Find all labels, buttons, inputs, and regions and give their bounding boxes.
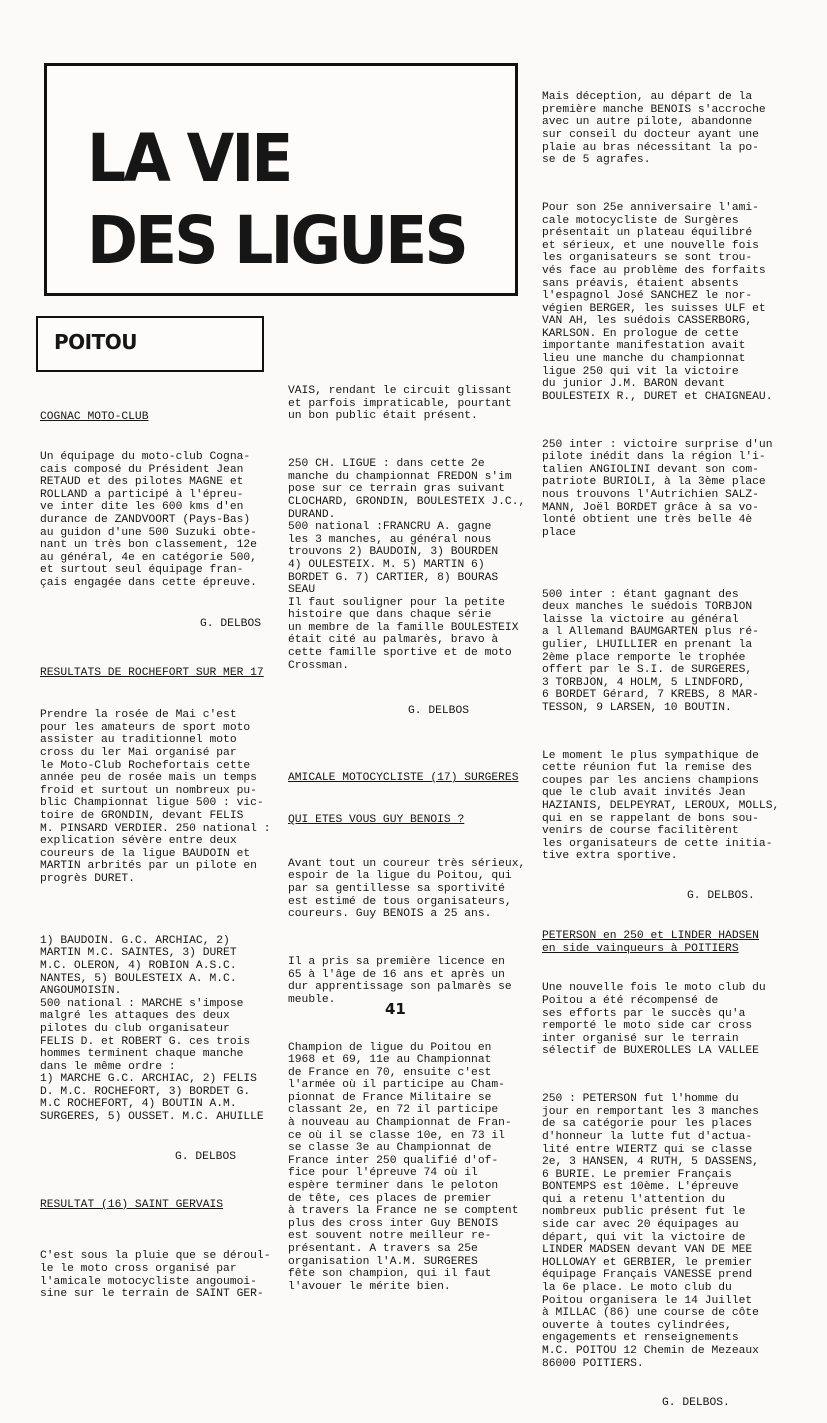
article-heading: PETERSON en 250 et LINDER HADSEN en side vainqueurs à POITIERS	[542, 930, 759, 955]
article-paragraph: Mais déception, au départ de la première manche BENOIS s'accroche avec un autre pilote, abandonne sur conseil du docteur ayant une plaie au bras nécessitant la po- se de 5 agrafes.	[542, 91, 766, 167]
column-1	[40, 386, 271, 1313]
article-paragraph: Champion de ligue du Poitou en 1968 et 69, 11e au Championnat de France en 70, ensuite c'est l'armée où il participe au Cham- pionnat de France Militaire se classant 2e, en 72 il participe à nouveau au Championnat de Fran- ce où il se classe 10e, en 73 il se classe 3e au Championnat de France inter 250 qualifié d'of- fice pour l'épreuve 74 où il espère terminer dans le peloton de tête, ces places de premier à travers la France ne se comptent plus des cross inter Guy BENOIS est souvent notre meilleur re- présentant. A travers sa 25e organisation l'A.M. SURGERES fête son champion, qui il faut l'avouer le mérite bien.	[288, 1041, 519, 1293]
page-number: 41	[385, 1000, 406, 1018]
article-paragraph: Avant tout un coureur très sérieux, espoir de la ligue du Poitou, qui par sa gentillesse sa sportivité est estimé de tous organisateurs, coureurs. Guy BENOIS a 25 ans.	[288, 857, 526, 921]
section-title: POITOU	[54, 330, 137, 354]
article-paragraph: C'est sous la pluie que se déroul- le le moto cross organisé par l'amicale motocycliste angoumoi- sine sur le terrain de SAINT GER-	[40, 1250, 271, 1301]
column-2	[288, 360, 525, 1306]
article-paragraph: 500 inter : étant gagnant des deux manches le suédois TORBJON laisse la victoire au général a l Allemand BAUMGARTEN plus ré- gulier, LHUILLIER en prenant la 2ème place remporte le trophée offert par le S.I. de SURGERES, 3 TORBJON, 4 HOLM, 5 LINDFORD, 6 BORDET Gérard, 7 KREBS, 8 MAR- TESSON, 9 LARSEN, 10 BOUTIN.	[542, 588, 759, 714]
signature: G. DELBOS.	[687, 890, 755, 903]
article-paragraph: 1) BAUDOIN. G.C. ARCHIAC, 2) MARTIN M.C. SAINTES, 3) DURET M.C. OLERON, 4) ROBION A.S.C. NANTES, 5) BOULESTEIX A. M.C. ANGOUMOISIN. 500 national : MARCHE s'impose malgré les attaques des deux pilotes du club organisateur FELIS D. et ROBERT G. ces trois hommes terminent chaque manche dans le même ordre : 1) MARCHE G.C. ARCHIAC, 2) FELIS D. M.C. ROCHEFORT, 3) BORDET G. M.C ROCHEFORT, 4) BOUTIN A.M. SURGERES, 5) OUSSET. M.C. AHUILLE	[40, 934, 264, 1124]
article-subheading: QUI ETES VOUS GUY BENOIS ?	[288, 814, 465, 826]
article-paragraph: 250 inter : victoire surprise d'un pilote inédit dans la région l'i- talien ANGIOLINI devant son com- patriote BURIOLI, à la 3ème place nous trouvons l'Autrichien SALZ- MANN, Joël BORDET grâce à sa vo- lonté obtient une très belle 4è place	[542, 438, 773, 539]
article-paragraph: Une nouvelle fois le moto club du Poitou a été récompensé de ses efforts par le succès qu'a remporté le moto side car cross inter organisé sur le terrain sélectif de BUXEROLLES LA VALLEE	[542, 982, 766, 1058]
section-box	[36, 316, 264, 372]
article-heading: RESULTATS DE ROCHEFORT SUR MER 17	[40, 667, 264, 680]
signature: G. DELBOS	[175, 1150, 237, 1163]
signature: G. DELBOS	[408, 705, 470, 718]
article-paragraph: Il a pris sa première licence en 65 à l'âge de 16 ans et après un dur apprentissage son palmarès se meuble.	[288, 955, 512, 1006]
article-paragraph: 250 : PETERSON fut l'homme du jour en remportant les 3 manches de sa catégorie pour les places d'honneur la lutte fut d'actua- lité entre WIERTZ qui se classe 2e, 3 HANSEN, 4 RUTH, 5 DASSENS, 6 BURIE. Le premier Français BONTEMPS est 10ème. L'épreuve qui a retenu l'attention du nombreux public présent fut le side car avec 20 équipages au départ, qui vit la victoire de LINDER MADSEN devant VAN DE MEE HOLLOWAY et GERBIER, le premier équipage Français VANESSE prend la 6e place. Le moto club du Poitou organisera le 14 Juillet à MILLAC (86) une course de côte ouverte à toutes cylindrées, engagements et renseignements M.C. POITOU 12 Chemin de Mezeaux 86000 POITIERS.	[542, 1093, 759, 1370]
signature: G. DELBOS.	[662, 1397, 730, 1410]
article-paragraph: Un équipage du moto-club Cogna- cais composé du Président Jean RETAUD et des pilotes MAGNE et ROLLAND a participé à l'épreu- ve inter dite les 600 kms d'en durance de ZANDVOORT (Pays-Bas) au guidon d'une 500 Suzuki obte- nant un très bon classement, 12e au général, 4e en catégorie 500, et surtout seul équipage fran- çais engagée dans cette épreuve.	[40, 450, 257, 589]
article-heading: COGNAC MOTO-CLUB	[40, 411, 149, 424]
title-line-2: DES LIGUES	[87, 202, 466, 279]
article-heading: AMICALE MOTOCYCLISTE (17) SURGERES	[288, 772, 519, 785]
article-paragraph: Prendre la rosée de Mai c'est pour les amateurs de sport moto assister au traditionnel moto cross du ler Mai organisé par le Moto-Club Rochefortais cette année peu de rosée mais un temps froid et surtout un nombreux pu- blic Championnat ligue 500 : vic- toire de GRONDIN, devant FELIS M. PINSARD VERDIER. 250 national : explication sévère entre deux coureurs de la ligue BAUDOIN et MARTIN arbrités par un pilote en progrès DURET.	[40, 709, 271, 885]
title-box	[44, 63, 518, 296]
article-heading: RESULTAT (16) SAINT GERVAIS	[40, 1198, 224, 1211]
article-paragraph: VAIS, rendant le circuit glissant et parfois impraticable, pourtant un bon public était présent.	[288, 385, 512, 423]
article-paragraph: Le moment le plus sympathique de cette réunion fut la remise des coupes par les anciens champions que le club avait invités Jean HAZIANIS, DELPEYRAT, LEROUX, MOLLS, qui en se rappelant de bons sou- venirs de course facilitèrent les organisateurs de cette initia- tive extra sportive.	[542, 749, 780, 863]
article-paragraph: Pour son 25e anniversaire l'ami- cale motocycliste de Surgères présentait un plateau équilibré et sérieux, et une nouvelle fois les organisateurs se sont trou- vés face au problème des forfaits sans préavis, étaient absents l'espagnol José SANCHEZ le nor- végien BERGER, les suisses ULF et VAN AH, les suédois CASSERBORG, KARLSON. En prologue de cette importante manifestation avait lieu une manche du championnat ligue 250 qui vit la victoire du junior J.M. BARON devant BOULESTEIX R., DURET et CHAIGNEAU.	[542, 201, 773, 403]
faint-bleed-text	[107, 74, 113, 84]
title-line-1: LA VIE	[87, 120, 291, 197]
article-paragraph: 250 CH. LIGUE : dans cette 2e manche du championnat FREDON s'im pose sur ce terrain gras suivant CLOCHARD, GRONDIN, BOULESTEIX J.C., DURAND. 500 national :FRANCRU A. gagne les 3 manches, au général nous trouvons 2) BAUDOIN, 3) BOURDEN 4) OULESTEIX. M. 5) MARTIN 6) BORDET G. 7) CARTIER, 8) BOURAS SEAU Il faut souligner pour la petite histoire que dans chaque série un membre de la famille BOULESTEIX était cité au palmarès, bravo à cette famille sportive et de moto Crossman.	[288, 458, 526, 672]
signature: G. DELBOS	[200, 617, 262, 630]
column-3	[542, 66, 779, 1423]
